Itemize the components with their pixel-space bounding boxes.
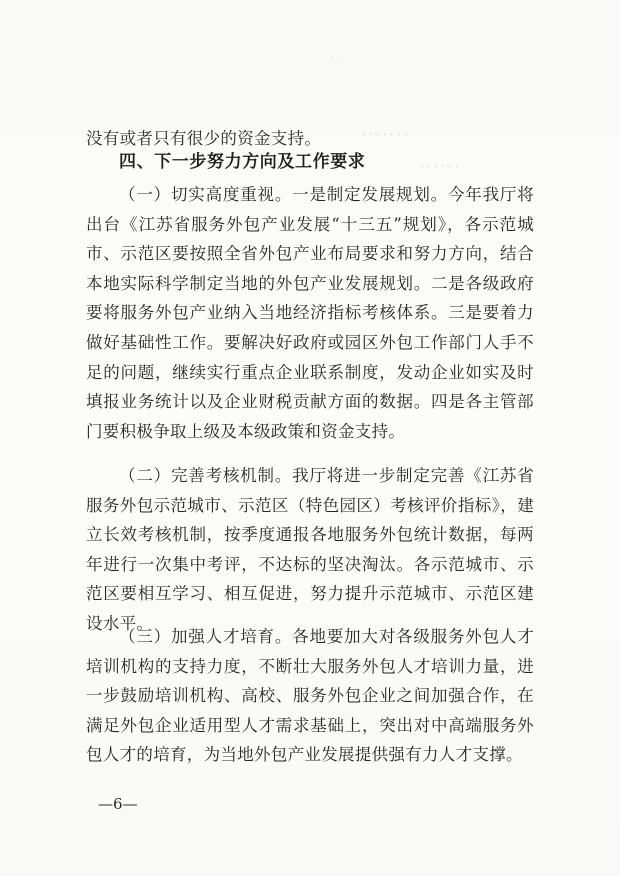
paragraph-2: （二）完善考核机制。我厅将进一步制定完善《江苏省服务外包示范城市、示范区（特色园区）考核评价指标》，建立长效考核机制，按季度通报各地服务外包统计数据，每两年进行一次集中考评，不达标的坚决淘汰。各示范城市、示范区要相互学习、相互促进，努力提升示范城市、示范区建设水平。	[86, 466, 534, 633]
section-heading: 四、下一步努力方向及工作要求	[119, 152, 366, 172]
bleed-through-mark: · · · · · ·	[420, 160, 459, 173]
paragraph-1: （一）切实高度重视。一是制定发展规划。今年我厅将出台《江苏省服务外包产业发展“十三五”规划》，各示范城市、示范区要按照全省外包产业布局要求和努力方向，结合本地实际科学制定当地的外包产业发展规划。二是各级政府要将服务外包产业纳入当地经济指标考核体系。三是要着力做好基础性工作。要解决好政府或园区外包工作部门人手不足的问题，继续实行重点企业联系制度，发动企业如实及时填报业务统计以及企业财税贡献方面的数据。四是各主管部门要积极争取上级及本级政策和资金支持。	[86, 185, 534, 441]
page-number: —6—	[98, 795, 138, 813]
continuation-text: 没有或者只有很少的资金支持。	[86, 129, 322, 148]
paragraph-3: （三）加强人才培育。各地要加大对各级服务外包人才培训机构的支持力度，不断壮大服务外包人才培训力量，进一步鼓励培训机构、高校、服务外包企业之间加强合作，在满足外包企业适用型人才需求基础上，突出对中高端服务外包人才的培育，为当地外包产业发展提供强有力人才支撑。	[86, 627, 534, 765]
bleed-through-mark: · · · · · · ·	[362, 128, 408, 141]
bleed-through-mark: · ·	[329, 51, 341, 66]
